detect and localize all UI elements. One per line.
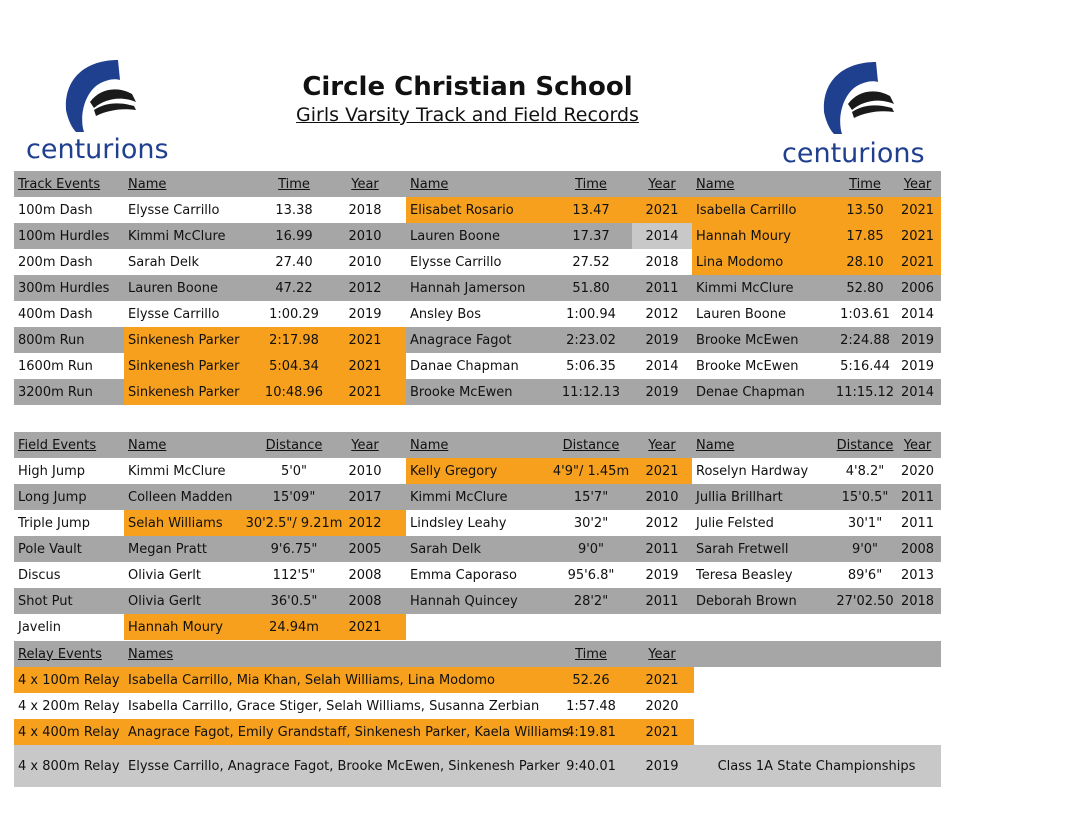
record-mark: 13.38 <box>275 202 313 218</box>
event-name: 4 x 400m Relay <box>18 724 120 740</box>
table-row <box>14 536 941 562</box>
record-year: 2021 <box>900 228 935 244</box>
record-mark: 9'0" <box>577 541 605 557</box>
record-mark: 15'7" <box>573 489 609 505</box>
record-year: 2021 <box>900 254 935 270</box>
table-row <box>14 484 941 510</box>
athlete-name: Julie Felsted <box>696 515 774 531</box>
athlete-name: Sarah Delk <box>410 541 482 557</box>
event-name: 4 x 800m Relay <box>18 758 120 774</box>
athlete-name: Jullia Brillhart <box>696 489 783 505</box>
record-year: 2011 <box>900 515 935 531</box>
event-name: Javelin <box>18 619 61 635</box>
table-row <box>14 588 941 614</box>
table-row <box>14 510 941 536</box>
athlete-name: Kimmi McClure <box>128 228 226 244</box>
athlete-name: Hannah Quincey <box>410 593 518 609</box>
record-year: 2013 <box>900 567 935 583</box>
record-mark: 1:00.29 <box>269 306 319 322</box>
athlete-name: Elysse Carrillo <box>128 202 220 218</box>
athlete-name: Isabella Carrillo <box>696 202 797 218</box>
column-header: Distance <box>265 437 323 453</box>
athlete-name: Sinkenesh Parker <box>128 384 240 400</box>
column-header: Year <box>351 437 379 453</box>
record-year: 2018 <box>900 593 935 609</box>
column-header: Names <box>128 646 174 662</box>
record-year: 2006 <box>900 280 935 296</box>
athlete-name: Lauren Boone <box>410 228 500 244</box>
record-year: 2012 <box>645 515 679 531</box>
athlete-name: Sarah Delk <box>128 254 200 270</box>
record-mark: 27'02.50 <box>836 593 894 609</box>
record-mark: 1:00.94 <box>566 306 616 322</box>
record-year: 2011 <box>900 489 935 505</box>
event-name: Pole Vault <box>18 541 82 557</box>
record-year: 2021 <box>348 358 382 374</box>
record-mark: 30'1" <box>847 515 883 531</box>
record-year: 2014 <box>900 306 935 322</box>
record-year: 2011 <box>645 280 679 296</box>
logo-text: centurions <box>26 134 169 165</box>
record-mark: 30'2" <box>573 515 609 531</box>
event-name: 100m Hurdles <box>18 228 110 244</box>
event-name: Discus <box>18 567 61 583</box>
record-year: 2017 <box>348 489 382 505</box>
record-mark: 15'0.5" <box>841 489 889 505</box>
event-name: 3200m Run <box>18 384 93 400</box>
helmet-icon <box>56 58 146 138</box>
table-row <box>14 353 941 379</box>
record-mark: 5'0" <box>280 463 308 479</box>
page-subtitle: Girls Varsity Track and Field Records <box>296 104 639 126</box>
table-row <box>14 614 941 640</box>
record-mark: 52.80 <box>846 280 884 296</box>
column-header: Track Events <box>18 176 101 192</box>
event-name: 400m Dash <box>18 306 93 322</box>
athlete-name: Brooke McEwen <box>696 358 799 374</box>
athlete-name: Sinkenesh Parker <box>128 358 240 374</box>
column-header: Year <box>648 176 676 192</box>
event-name: 100m Dash <box>18 202 93 218</box>
page-title: Circle Christian School <box>302 72 633 102</box>
record-year: 2019 <box>348 306 382 322</box>
record-mark: 89'6" <box>847 567 883 583</box>
record-mark: 2:23.02 <box>566 332 616 348</box>
record-mark: 9'0" <box>851 541 879 557</box>
record-mark: 5:06.35 <box>566 358 616 374</box>
record-year: 2018 <box>348 202 382 218</box>
record-year: 2014 <box>632 223 692 249</box>
athlete-name: Kimmi McClure <box>696 280 794 296</box>
athlete-name: Lauren Boone <box>128 280 218 296</box>
record-mark: 5:16.44 <box>840 358 890 374</box>
athlete-name: Roselyn Hardway <box>696 463 809 479</box>
record-mark: 9'6.75" <box>270 541 318 557</box>
record-mark: 95'6.8" <box>567 567 615 583</box>
record-mark: 11:15.12 <box>835 384 895 400</box>
record-mark: 1:03.61 <box>840 306 890 322</box>
column-header: Name <box>128 176 167 192</box>
logo-left <box>22 58 182 168</box>
column-header: Name <box>128 437 167 453</box>
table-row <box>14 379 941 405</box>
record-mark: 24.94m <box>269 619 319 635</box>
athlete-name: Lina Modomo <box>696 254 784 270</box>
table-header-row <box>14 171 941 197</box>
record-year: 2018 <box>645 254 679 270</box>
record-year: 2021 <box>348 332 382 348</box>
record-mark: 17.37 <box>572 228 610 244</box>
record-year: 2010 <box>348 463 382 479</box>
table-row <box>14 223 941 249</box>
table-row <box>14 327 941 353</box>
record-mark: 5:04.34 <box>269 358 319 374</box>
table-row <box>14 249 941 275</box>
table-row <box>14 458 941 484</box>
athlete-name: Kelly Gregory <box>410 463 498 479</box>
record-mark: 15'09" <box>272 489 316 505</box>
record-mark: 10:48.96 <box>264 384 324 400</box>
record-mark: 47.22 <box>275 280 313 296</box>
record-year: 2020 <box>900 463 935 479</box>
athlete-name: Megan Pratt <box>128 541 207 557</box>
relay-names: Isabella Carrillo, Mia Khan, Selah Williams, Lina Modomo <box>128 672 495 688</box>
record-year: 2012 <box>348 515 382 531</box>
athlete-name: Olivia Gerlt <box>128 593 201 609</box>
relay-names: Isabella Carrillo, Grace Stiger, Selah Williams, Susanna Zerbian <box>128 698 540 714</box>
record-year: 2021 <box>645 202 679 218</box>
record-year: 2010 <box>348 254 382 270</box>
record-mark: 13.47 <box>572 202 610 218</box>
record-mark: 9:40.01 <box>566 758 616 774</box>
record-mark: 112'5" <box>272 567 316 583</box>
record-year: 2008 <box>348 593 382 609</box>
column-header: Relay Events <box>18 646 102 662</box>
athlete-name: Kimmi McClure <box>410 489 508 505</box>
record-year: 2011 <box>645 593 679 609</box>
column-header: Year <box>648 437 676 453</box>
column-header: Year <box>903 176 932 192</box>
athlete-name: Selah Williams <box>128 515 223 531</box>
record-year: 2019 <box>900 358 935 374</box>
athlete-name: Lauren Boone <box>696 306 786 322</box>
event-name: 1600m Run <box>18 358 93 374</box>
record-year: 2011 <box>645 541 679 557</box>
record-year: 2021 <box>900 202 935 218</box>
logo-right <box>780 60 940 170</box>
record-year: 2008 <box>348 567 382 583</box>
athlete-name: Sarah Fretwell <box>696 541 789 557</box>
record-year: 2014 <box>645 358 679 374</box>
athlete-name: Denae Chapman <box>696 384 805 400</box>
column-header: Name <box>696 437 735 453</box>
table-header-row <box>14 641 941 667</box>
athlete-name: Brooke McEwen <box>410 384 513 400</box>
record-mark: 11:12.13 <box>561 384 621 400</box>
athlete-name: Danae Chapman <box>410 358 519 374</box>
record-year: 2021 <box>645 672 679 688</box>
event-name: 4 x 200m Relay <box>18 698 120 714</box>
record-year: 2019 <box>645 567 679 583</box>
athlete-name: Elysse Carrillo <box>410 254 502 270</box>
column-header: Time <box>575 176 607 192</box>
record-year: 2019 <box>645 332 679 348</box>
record-mark: 1:57.48 <box>566 698 616 714</box>
column-header: Distance <box>836 437 894 453</box>
athlete-name: Deborah Brown <box>696 593 797 609</box>
column-header: Time <box>278 176 310 192</box>
column-header: Name <box>410 176 449 192</box>
record-year: 2019 <box>645 384 679 400</box>
athlete-name: Teresa Beasley <box>696 567 793 583</box>
table-row <box>14 667 694 693</box>
record-year: 2020 <box>645 698 679 714</box>
record-mark: 13.50 <box>846 202 884 218</box>
event-name: High Jump <box>18 463 85 479</box>
record-mark: 2:17.98 <box>269 332 319 348</box>
athlete-name: Kimmi McClure <box>128 463 226 479</box>
table-row <box>14 562 941 588</box>
column-header: Time <box>575 646 607 662</box>
record-year: 2010 <box>645 489 679 505</box>
record-year: 2010 <box>348 228 382 244</box>
athlete-name: Anagrace Fagot <box>410 332 512 348</box>
event-name: 4 x 100m Relay <box>18 672 120 688</box>
event-name: Long Jump <box>18 489 87 505</box>
event-name: Shot Put <box>18 593 73 609</box>
relay-names: Elysse Carrillo, Anagrace Fagot, Brooke McEwen, Sinkenesh Parker <box>128 758 560 774</box>
record-year: 2021 <box>348 619 382 635</box>
record-year: 2019 <box>645 758 679 774</box>
athlete-name: Hannah Moury <box>696 228 792 244</box>
record-mark: 17.85 <box>846 228 884 244</box>
table-row <box>14 693 694 719</box>
event-name: 300m Hurdles <box>18 280 110 296</box>
record-year: 2008 <box>900 541 935 557</box>
record-year: 2021 <box>645 724 679 740</box>
column-header: Year <box>351 176 379 192</box>
column-header: Time <box>849 176 881 192</box>
athlete-name: Olivia Gerlt <box>128 567 201 583</box>
record-year: 2021 <box>645 463 679 479</box>
record-mark: 28.10 <box>846 254 884 270</box>
record-mark: 2:24.88 <box>840 332 890 348</box>
table-row <box>14 301 941 327</box>
record-year: 2019 <box>900 332 935 348</box>
event-name: 800m Run <box>18 332 85 348</box>
table-row <box>14 197 941 223</box>
event-name: 200m Dash <box>18 254 93 270</box>
athlete-name: Ansley Bos <box>410 306 481 322</box>
record-mark: 30'2.5"/ 9.21m <box>245 515 343 531</box>
record-mark: 28'2" <box>573 593 609 609</box>
record-note: Class 1A State Championships <box>717 758 916 774</box>
record-mark: 27.40 <box>275 254 313 270</box>
record-year: 2021 <box>348 384 382 400</box>
athlete-name: Hannah Jamerson <box>410 280 526 296</box>
record-mark: 16.99 <box>275 228 313 244</box>
column-header: Field Events <box>18 437 97 453</box>
athlete-name: Sinkenesh Parker <box>128 332 240 348</box>
event-name: Triple Jump <box>18 515 90 531</box>
record-mark: 27.52 <box>572 254 610 270</box>
record-mark: 4'9"/ 1.45m <box>552 463 630 479</box>
athlete-name: Elysse Carrillo <box>128 306 220 322</box>
column-header: Distance <box>562 437 620 453</box>
column-header: Name <box>410 437 449 453</box>
logo-text: centurions <box>782 138 925 169</box>
column-header: Name <box>696 176 735 192</box>
athlete-name: Colleen Madden <box>128 489 233 505</box>
helmet-icon <box>814 60 904 140</box>
table-header-row <box>14 432 941 458</box>
record-mark: 4'8.2" <box>845 463 885 479</box>
record-mark: 36'0.5" <box>270 593 318 609</box>
record-mark: 52.26 <box>572 672 610 688</box>
athlete-name: Hannah Moury <box>128 619 224 635</box>
athlete-name: Elisabet Rosario <box>410 202 514 218</box>
record-year: 2005 <box>348 541 382 557</box>
record-mark: 51.80 <box>572 280 610 296</box>
column-header: Year <box>648 646 676 662</box>
record-mark: 4:19.81 <box>566 724 616 740</box>
athlete-name: Lindsley Leahy <box>410 515 507 531</box>
record-year: 2012 <box>645 306 679 322</box>
table-row <box>14 745 941 787</box>
column-header: Year <box>903 437 932 453</box>
athlete-name: Emma Caporaso <box>410 567 517 583</box>
athlete-name: Brooke McEwen <box>696 332 799 348</box>
table-row <box>14 275 941 301</box>
record-year: 2012 <box>348 280 382 296</box>
record-year: 2014 <box>900 384 935 400</box>
table-row <box>14 719 694 745</box>
relay-names: Anagrace Fagot, Emily Grandstaff, Sinkenesh Parker, Kaela Williams <box>128 724 569 740</box>
